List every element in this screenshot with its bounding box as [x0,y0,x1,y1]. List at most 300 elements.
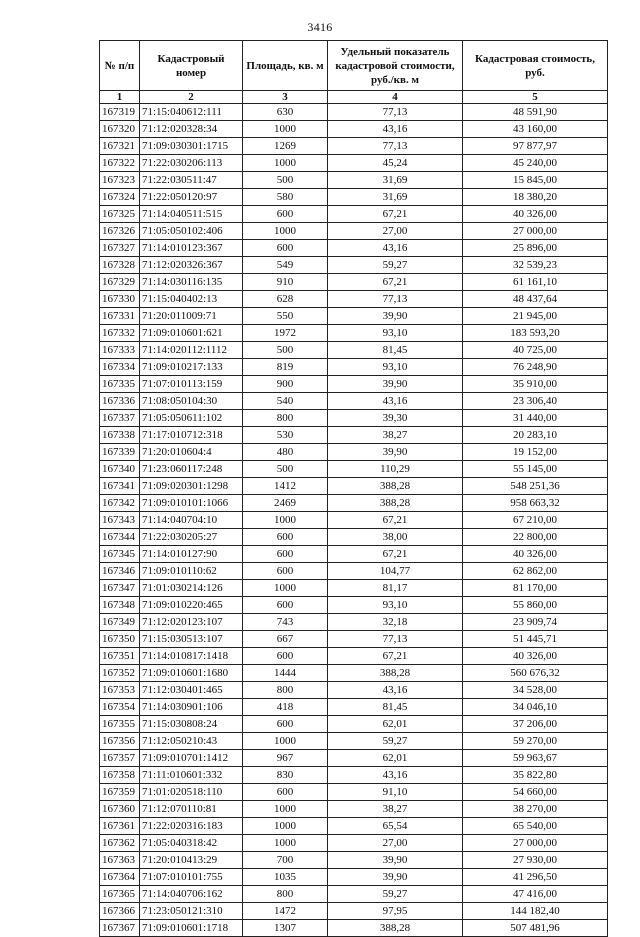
rate-value: 67,21 [328,648,463,665]
table-row [100,597,608,614]
area-value: 1269 [243,138,328,155]
row-number: 167356 [100,733,140,750]
area-value: 600 [243,784,328,801]
cadastral-number: 71:09:010220:465 [140,597,243,614]
cadastral-value: 59 963,67 [463,750,608,767]
cadastral-value: 560 676,32 [463,665,608,682]
rate-value: 93,10 [328,359,463,376]
table-row [100,427,608,444]
table-row [100,682,608,699]
rate-value: 388,28 [328,920,463,937]
cadastral-value: 35 910,00 [463,376,608,393]
rate-value: 67,21 [328,274,463,291]
rate-value: 67,21 [328,546,463,563]
rate-value: 39,90 [328,869,463,886]
area-value: 1412 [243,478,328,495]
table-row [100,257,608,274]
row-number: 167365 [100,886,140,903]
column-number-row [100,91,608,104]
cadastral-number: 71:09:010217:133 [140,359,243,376]
row-number: 167358 [100,767,140,784]
area-value: 600 [243,546,328,563]
row-number: 167360 [100,801,140,818]
row-number: 167327 [100,240,140,257]
rate-value: 65,54 [328,818,463,835]
page-number: 3416 [307,20,333,34]
cadastral-number: 71:15:030513:107 [140,631,243,648]
rate-value: 43,16 [328,393,463,410]
row-number: 167324 [100,189,140,206]
table-body [100,104,608,937]
row-number: 167344 [100,529,140,546]
column-number: 3 [243,91,328,104]
row-number: 167363 [100,852,140,869]
row-number: 167325 [100,206,140,223]
area-value: 600 [243,716,328,733]
area-value: 1000 [243,223,328,240]
row-number: 167357 [100,750,140,767]
area-value: 530 [243,427,328,444]
cadastral-value: 55 145,00 [463,461,608,478]
table-row [100,784,608,801]
rate-value: 81,45 [328,699,463,716]
rate-value: 59,27 [328,257,463,274]
cadastral-value: 144 182,40 [463,903,608,920]
rate-value: 38,27 [328,427,463,444]
cadastral-value: 55 860,00 [463,597,608,614]
cadastral-number: 71:05:050611:102 [140,410,243,427]
row-number: 167320 [100,121,140,138]
area-value: 600 [243,206,328,223]
row-number: 167355 [100,716,140,733]
area-value: 830 [243,767,328,784]
rate-value: 39,90 [328,444,463,461]
column-number: 5 [463,91,608,104]
rate-value: 77,13 [328,291,463,308]
header-cadastral-number: Кадастровый номер [140,41,243,91]
cadastral-value: 35 822,80 [463,767,608,784]
cadastral-number: 71:12:050210:43 [140,733,243,750]
cadastral-value: 31 440,00 [463,410,608,427]
area-value: 580 [243,189,328,206]
rate-value: 67,21 [328,512,463,529]
cadastral-value: 40 725,00 [463,342,608,359]
rate-value: 77,13 [328,631,463,648]
rate-value: 43,16 [328,240,463,257]
row-number: 167335 [100,376,140,393]
row-number: 167329 [100,274,140,291]
rate-value: 27,00 [328,223,463,240]
column-number: 2 [140,91,243,104]
row-number: 167343 [100,512,140,529]
row-number: 167362 [100,835,140,852]
cadastral-number: 71:14:030116:135 [140,274,243,291]
table-row [100,665,608,682]
cadastral-value: 76 248,90 [463,359,608,376]
table-row [100,512,608,529]
rate-value: 43,16 [328,767,463,784]
rate-value: 43,16 [328,121,463,138]
rate-value: 81,45 [328,342,463,359]
row-number: 167338 [100,427,140,444]
cadastral-value-table [99,40,608,937]
area-value: 1000 [243,155,328,172]
area-value: 600 [243,529,328,546]
table-row [100,172,608,189]
cadastral-number: 71:14:030901:106 [140,699,243,716]
table-row [100,308,608,325]
row-number: 167352 [100,665,140,682]
cadastral-number: 71:17:010712:318 [140,427,243,444]
table-row [100,495,608,512]
row-number: 167350 [100,631,140,648]
cadastral-value: 81 170,00 [463,580,608,597]
cadastral-value: 51 445,71 [463,631,608,648]
table-row [100,716,608,733]
table-row [100,223,608,240]
rate-value: 38,00 [328,529,463,546]
rate-value: 59,27 [328,886,463,903]
rate-value: 39,90 [328,852,463,869]
rate-value: 59,27 [328,733,463,750]
rate-value: 104,77 [328,563,463,580]
cadastral-number: 71:12:070110:81 [140,801,243,818]
area-value: 630 [243,104,328,121]
cadastral-value: 23 909,74 [463,614,608,631]
area-value: 2469 [243,495,328,512]
table-row [100,801,608,818]
cadastral-number: 71:09:030301:1715 [140,138,243,155]
cadastral-value: 40 326,00 [463,206,608,223]
cadastral-number: 71:09:010101:1066 [140,495,243,512]
cadastral-value: 47 416,00 [463,886,608,903]
cadastral-value: 59 270,00 [463,733,608,750]
area-value: 800 [243,410,328,427]
row-number: 167342 [100,495,140,512]
rate-value: 93,10 [328,325,463,342]
area-value: 418 [243,699,328,716]
cadastral-value: 40 326,00 [463,648,608,665]
cadastral-value: 20 283,10 [463,427,608,444]
row-number: 167319 [100,104,140,121]
row-number: 167349 [100,614,140,631]
cadastral-value: 37 206,00 [463,716,608,733]
header-rate: Удельный показатель кадастровой стоимости, руб./кв. м [328,41,463,91]
cadastral-value: 48 591,90 [463,104,608,121]
cadastral-number: 71:09:010601:1718 [140,920,243,937]
table-row [100,138,608,155]
cadastral-value: 34 528,00 [463,682,608,699]
area-value: 1000 [243,121,328,138]
cadastral-value: 40 326,00 [463,546,608,563]
cadastral-number: 71:07:010101:755 [140,869,243,886]
cadastral-value: 67 210,00 [463,512,608,529]
area-value: 900 [243,376,328,393]
area-value: 1000 [243,512,328,529]
table-row [100,393,608,410]
row-number: 167334 [100,359,140,376]
area-value: 600 [243,563,328,580]
area-value: 800 [243,682,328,699]
table-row [100,818,608,835]
cadastral-number: 71:05:050102:406 [140,223,243,240]
table-row [100,903,608,920]
area-value: 500 [243,342,328,359]
column-number: 1 [100,91,140,104]
table-row [100,750,608,767]
area-value: 1000 [243,835,328,852]
cadastral-value: 27 930,00 [463,852,608,869]
area-value: 540 [243,393,328,410]
table-row [100,410,608,427]
cadastral-value: 183 593,20 [463,325,608,342]
area-value: 667 [243,631,328,648]
table-row [100,835,608,852]
row-number: 167340 [100,461,140,478]
row-number: 167345 [100,546,140,563]
cadastral-number: 71:12:020326:367 [140,257,243,274]
cadastral-value: 22 800,00 [463,529,608,546]
area-value: 600 [243,597,328,614]
rate-value: 91,10 [328,784,463,801]
table-row [100,614,608,631]
cadastral-number: 71:05:040318:42 [140,835,243,852]
rate-value: 31,69 [328,172,463,189]
cadastral-number: 71:20:010604:4 [140,444,243,461]
area-value: 500 [243,461,328,478]
cadastral-value: 27 000,00 [463,835,608,852]
header-cadastral-value: Кадастровая стоимость, руб. [463,41,608,91]
area-value: 600 [243,240,328,257]
rate-value: 39,90 [328,308,463,325]
row-number: 167347 [100,580,140,597]
rate-value: 67,21 [328,206,463,223]
cadastral-number: 71:12:020328:34 [140,121,243,138]
area-value: 910 [243,274,328,291]
cadastral-number: 71:14:020112:1112 [140,342,243,359]
cadastral-number: 71:22:050120:97 [140,189,243,206]
cadastral-number: 71:14:040706:162 [140,886,243,903]
cadastral-value: 43 160,00 [463,121,608,138]
area-value: 1972 [243,325,328,342]
row-number: 167322 [100,155,140,172]
table-row [100,359,608,376]
row-number: 167333 [100,342,140,359]
rate-value: 32,18 [328,614,463,631]
row-number: 167336 [100,393,140,410]
cadastral-number: 71:14:010123:367 [140,240,243,257]
cadastral-value: 15 845,00 [463,172,608,189]
cadastral-number: 71:23:060117:248 [140,461,243,478]
cadastral-number: 71:01:020518:110 [140,784,243,801]
cadastral-number: 71:07:010113:159 [140,376,243,393]
table-row [100,104,608,121]
area-value: 600 [243,648,328,665]
row-number: 167366 [100,903,140,920]
area-value: 1000 [243,818,328,835]
row-number: 167332 [100,325,140,342]
table-row [100,274,608,291]
table-row [100,478,608,495]
rate-value: 93,10 [328,597,463,614]
cadastral-number: 71:12:030401:465 [140,682,243,699]
row-number: 167323 [100,172,140,189]
table-row [100,325,608,342]
rate-value: 27,00 [328,835,463,852]
area-value: 1472 [243,903,328,920]
row-number: 167353 [100,682,140,699]
cadastral-number: 71:11:010601:332 [140,767,243,784]
row-number: 167341 [100,478,140,495]
header-row [100,41,608,91]
row-number: 167361 [100,818,140,835]
area-value: 550 [243,308,328,325]
table-row [100,546,608,563]
cadastral-number: 71:22:030205:27 [140,529,243,546]
cadastral-number: 71:14:040704:10 [140,512,243,529]
table-row [100,920,608,937]
rate-value: 62,01 [328,716,463,733]
cadastral-number: 71:20:011009:71 [140,308,243,325]
cadastral-number: 71:01:030214:126 [140,580,243,597]
header-area: Площадь, кв. м [243,41,328,91]
rate-value: 77,13 [328,138,463,155]
cadastral-value: 23 306,40 [463,393,608,410]
table-row [100,376,608,393]
cadastral-value: 548 251,36 [463,478,608,495]
table-row [100,699,608,716]
cadastral-number: 71:14:040511:515 [140,206,243,223]
rate-value: 97,95 [328,903,463,920]
rate-value: 39,30 [328,410,463,427]
cadastral-number: 71:20:010413:29 [140,852,243,869]
area-value: 743 [243,614,328,631]
cadastral-number: 71:22:030511:47 [140,172,243,189]
rate-value: 62,01 [328,750,463,767]
cadastral-number: 71:22:020316:183 [140,818,243,835]
cadastral-value: 65 540,00 [463,818,608,835]
table-row [100,291,608,308]
table-row [100,563,608,580]
rate-value: 388,28 [328,478,463,495]
cadastral-value: 27 000,00 [463,223,608,240]
row-number: 167339 [100,444,140,461]
cadastral-value: 19 152,00 [463,444,608,461]
cadastral-value: 38 270,00 [463,801,608,818]
cadastral-number: 71:09:020301:1298 [140,478,243,495]
cadastral-value: 18 380,20 [463,189,608,206]
cadastral-number: 71:09:010601:621 [140,325,243,342]
table-row [100,580,608,597]
rate-value: 39,90 [328,376,463,393]
cadastral-value: 32 539,23 [463,257,608,274]
table-row [100,240,608,257]
area-value: 800 [243,886,328,903]
area-value: 967 [243,750,328,767]
table-row [100,121,608,138]
row-number: 167359 [100,784,140,801]
area-value: 1000 [243,580,328,597]
cadastral-value: 45 240,00 [463,155,608,172]
header-num: № п/п [100,41,140,91]
cadastral-number: 71:15:030808:24 [140,716,243,733]
cadastral-number: 71:23:050121:310 [140,903,243,920]
area-value: 1307 [243,920,328,937]
row-number: 167346 [100,563,140,580]
area-value: 628 [243,291,328,308]
rate-value: 45,24 [328,155,463,172]
table-row [100,189,608,206]
cadastral-number: 71:08:050104:30 [140,393,243,410]
area-value: 1444 [243,665,328,682]
cadastral-value: 62 862,00 [463,563,608,580]
cadastral-number: 71:14:010127:90 [140,546,243,563]
row-number: 167326 [100,223,140,240]
table-row [100,886,608,903]
cadastral-value: 507 481,96 [463,920,608,937]
area-value: 480 [243,444,328,461]
row-number: 167337 [100,410,140,427]
rate-value: 110,29 [328,461,463,478]
row-number: 167331 [100,308,140,325]
rate-value: 388,28 [328,665,463,682]
table-row [100,529,608,546]
table-row [100,648,608,665]
cadastral-value: 97 877,97 [463,138,608,155]
row-number: 167328 [100,257,140,274]
cadastral-value: 61 161,10 [463,274,608,291]
table-row [100,631,608,648]
row-number: 167330 [100,291,140,308]
cadastral-number: 71:12:020123:107 [140,614,243,631]
row-number: 167367 [100,920,140,937]
area-value: 700 [243,852,328,869]
table-row [100,767,608,784]
cadastral-value: 54 660,00 [463,784,608,801]
cadastral-number: 71:14:010817:1418 [140,648,243,665]
cadastral-value: 34 046,10 [463,699,608,716]
area-value: 1035 [243,869,328,886]
area-value: 1000 [243,733,328,750]
area-value: 1000 [243,801,328,818]
rate-value: 31,69 [328,189,463,206]
row-number: 167348 [100,597,140,614]
row-number: 167321 [100,138,140,155]
rate-value: 38,27 [328,801,463,818]
cadastral-number: 71:09:010701:1412 [140,750,243,767]
area-value: 819 [243,359,328,376]
area-value: 549 [243,257,328,274]
table-row [100,852,608,869]
table-row [100,444,608,461]
row-number: 167364 [100,869,140,886]
column-number: 4 [328,91,463,104]
cadastral-number: 71:09:010601:1680 [140,665,243,682]
rate-value: 81,17 [328,580,463,597]
table-row [100,869,608,886]
row-number: 167351 [100,648,140,665]
table-row [100,155,608,172]
rate-value: 43,16 [328,682,463,699]
rate-value: 388,28 [328,495,463,512]
cadastral-value: 41 296,50 [463,869,608,886]
cadastral-value: 21 945,00 [463,308,608,325]
table-row [100,733,608,750]
table-row [100,461,608,478]
cadastral-value: 48 437,64 [463,291,608,308]
rate-value: 77,13 [328,104,463,121]
table-row [100,342,608,359]
